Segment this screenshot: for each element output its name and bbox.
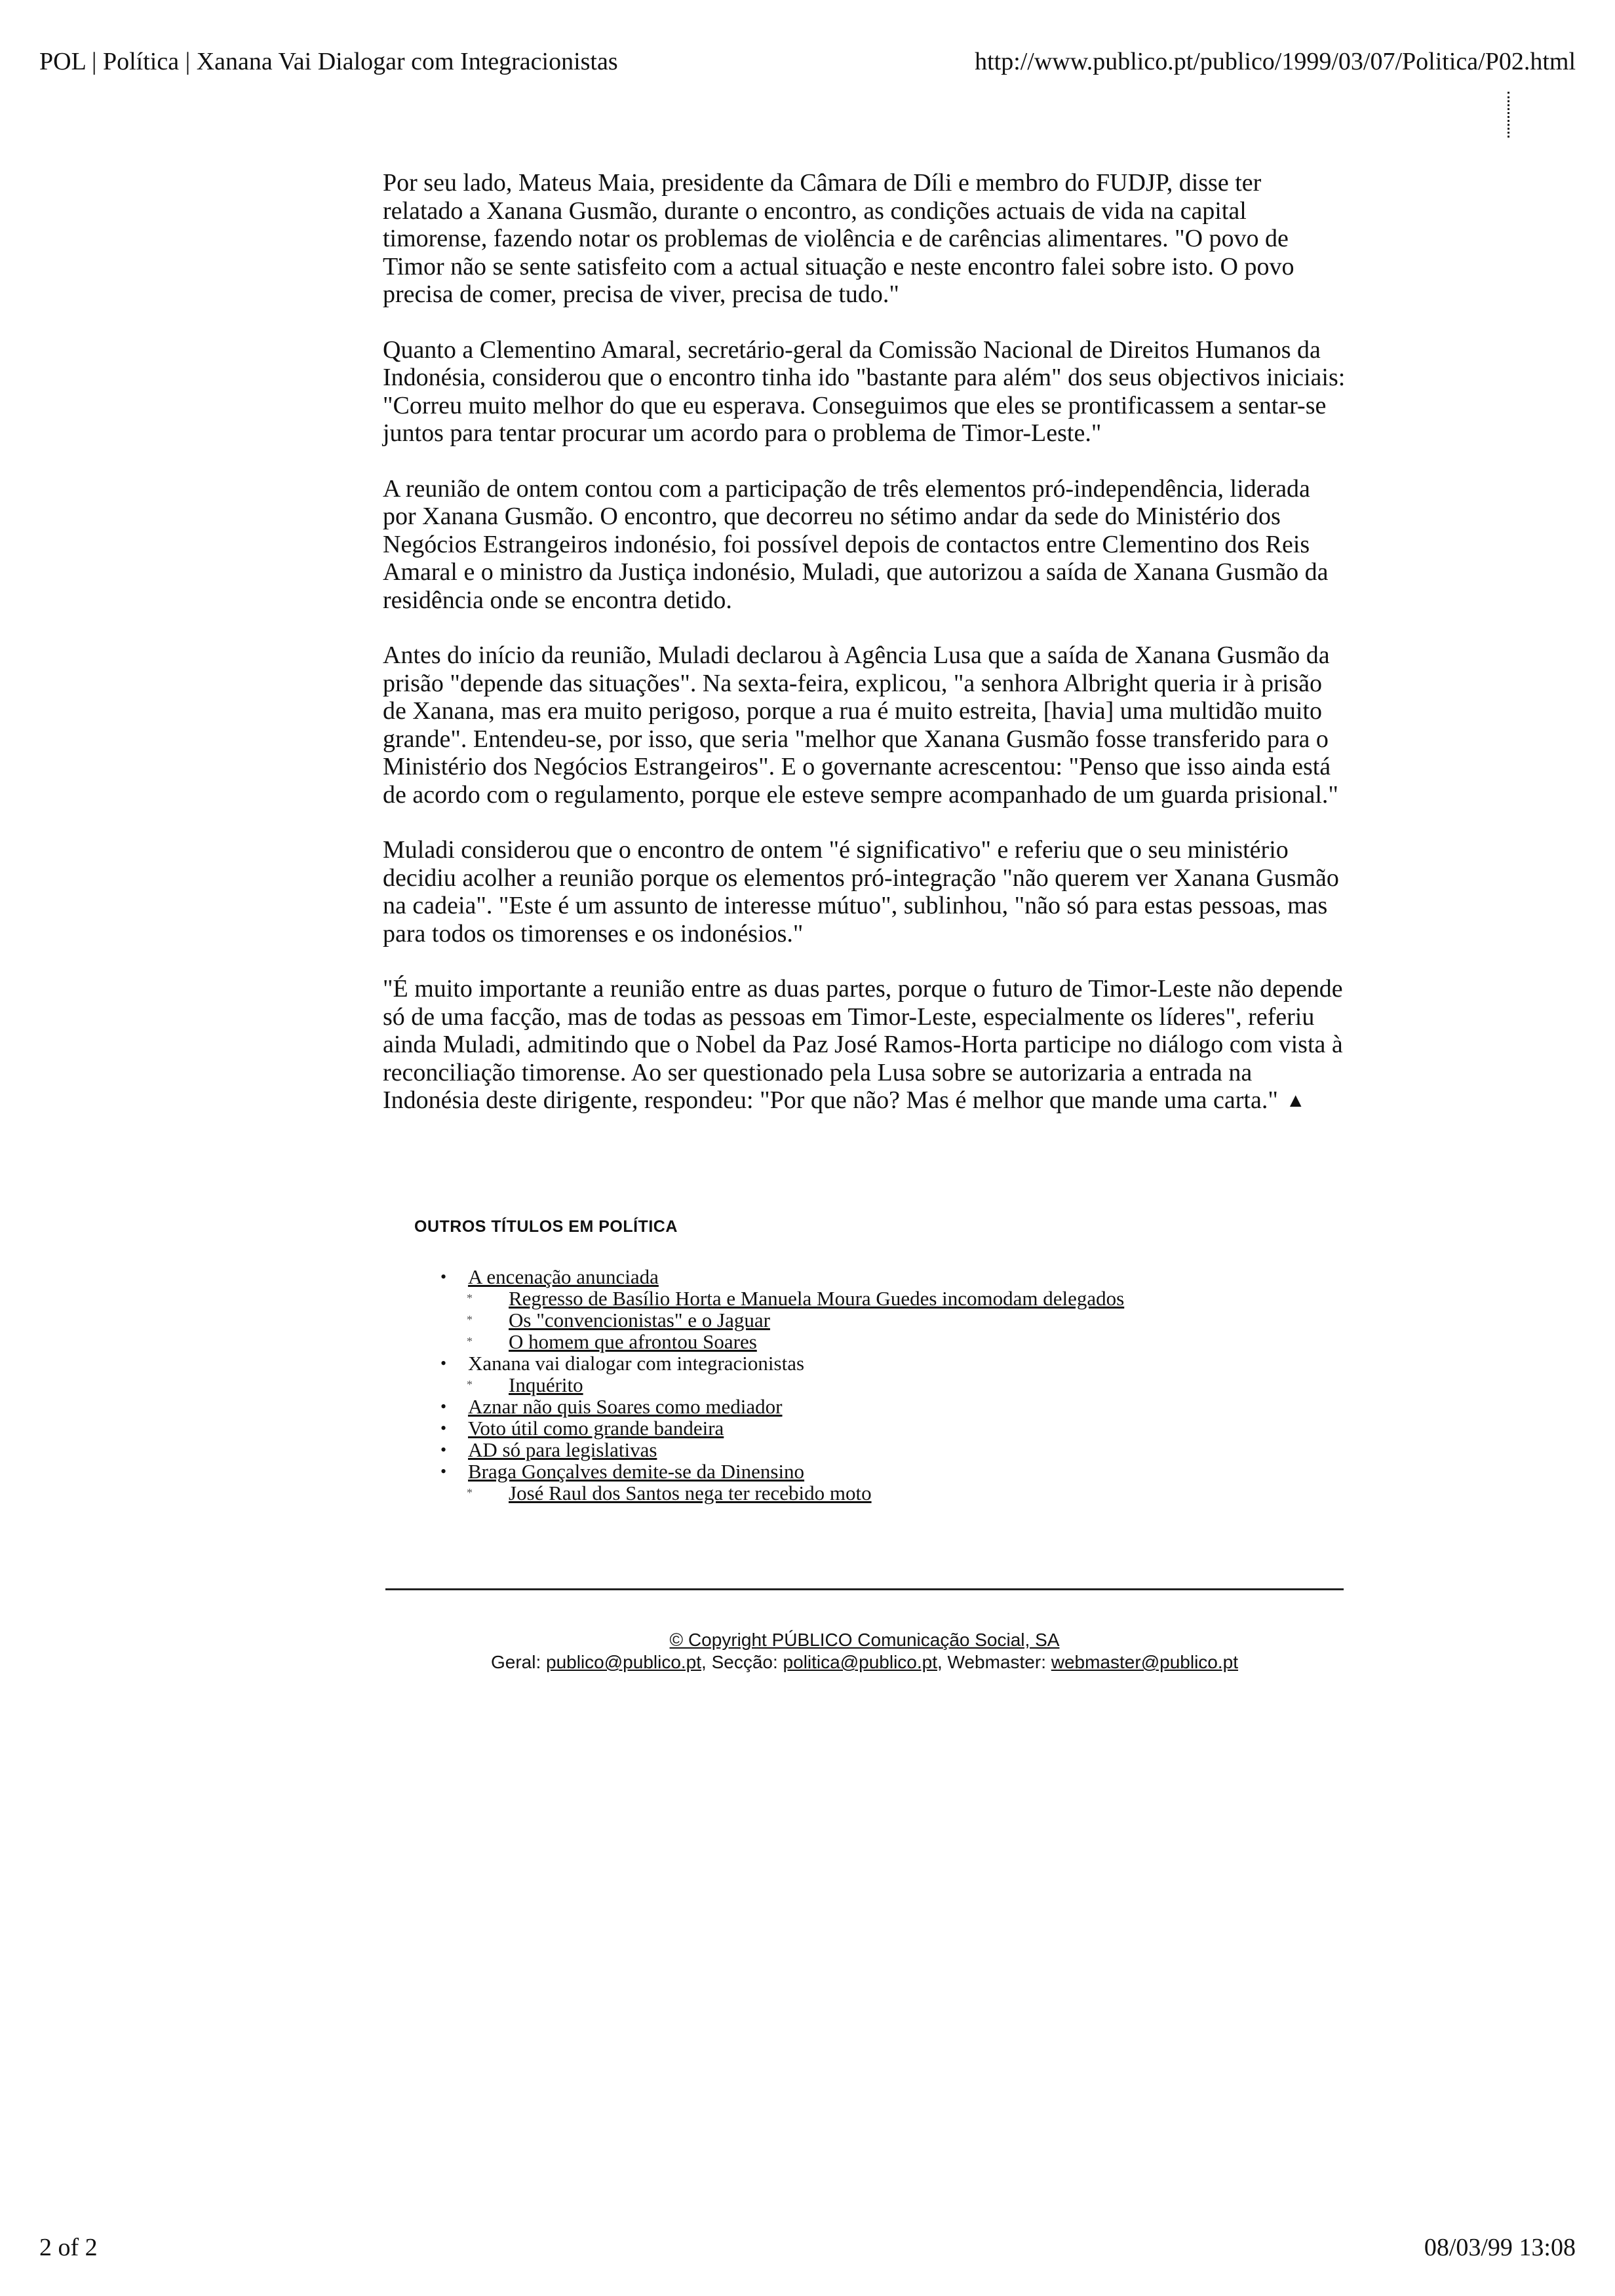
webmaster-email-link[interactable]: webmaster@publico.pt bbox=[1051, 1652, 1238, 1672]
bullet-icon: • bbox=[440, 1267, 447, 1286]
sub-bullet-icon: * bbox=[467, 1486, 473, 1499]
article-paragraph: Por seu lado, Mateus Maia, presidente da Câmara de Díli e membro do FUDJP, disse ter relatado a Xanana Gusmão, durante o encontro, as condições actuais de vida na capital timorense, fazendo notar os problemas de violência e de carências alimentares. "O povo de Timor não se sente satisfeito com a actual situação e neste encontro falei sobre isto. O povo precisa de comer, precisa de viver, precisa de tudo." bbox=[383, 169, 1294, 308]
bullet-icon: • bbox=[440, 1440, 447, 1459]
geral-label: Geral: bbox=[490, 1652, 547, 1672]
related-titles-list bbox=[414, 1266, 1332, 1504]
bullet-icon: • bbox=[440, 1397, 447, 1416]
article-paragraph: Antes do início da reunião, Muladi declarou à Agência Lusa que a saída de Xanana Gusmão da prisão "depende das situações". Na sexta-feira, explicou, "a senhora Albright queria ir à prisão de Xanana, mas era muito perigoso, porque a rua é muito estreita, [havia] uma multidão muito grande". Entendeu-se, por isso, que seria "melhor que Xanana Gusmão fosse transferido para o Ministério dos Negócios Estrangeiros". E o governante acrescentou: "Penso que isso ainda está de acordo com o regulamento, porque ele esteve sempre acompanhado de um guarda prisional." bbox=[383, 641, 1338, 809]
sub-bullet-icon: * bbox=[467, 1335, 473, 1348]
webmaster-label: , Webmaster: bbox=[937, 1652, 1051, 1672]
sub-bullet-icon: * bbox=[467, 1313, 473, 1326]
related-link[interactable]: Regresso de Basílio Horta e Manuela Moura Guedes incomodam delegados bbox=[509, 1287, 1125, 1310]
print-footer bbox=[39, 2228, 1576, 2267]
print-margin-mark bbox=[1508, 92, 1512, 138]
related-subitem[interactable] bbox=[414, 1331, 1332, 1352]
print-datetime: 08/03/99 13:08 bbox=[1424, 2234, 1576, 2261]
related-link[interactable]: Os "convencionistas" e o Jaguar bbox=[509, 1309, 770, 1331]
article-paragraph: Muladi considerou que o encontro de ontem "é significativo" e referiu que o seu ministério decidiu acolher a reunião porque os elementos pró-integração "não querem ver Xanana Gusmão na cadeia". "Este é um assunto de interesse mútuo", sublinhou, "não só para estas pessoas, mas para todos os timorenses e os indonésios." bbox=[383, 836, 1339, 947]
site-footer bbox=[385, 1629, 1344, 1674]
page-number: 2 of 2 bbox=[39, 2234, 98, 2261]
related-item[interactable] bbox=[414, 1417, 1332, 1439]
related-item[interactable] bbox=[414, 1461, 1332, 1482]
related-current-title: Xanana vai dialogar com integracionistas bbox=[468, 1352, 805, 1375]
sub-bullet-icon: * bbox=[467, 1292, 473, 1305]
bullet-icon: • bbox=[440, 1462, 447, 1481]
related-titles bbox=[414, 1217, 1332, 1504]
related-subitem[interactable] bbox=[414, 1374, 1332, 1396]
related-link[interactable]: Inquérito bbox=[509, 1373, 583, 1396]
related-link[interactable]: A encenação anunciada bbox=[468, 1265, 659, 1288]
related-item[interactable] bbox=[414, 1396, 1332, 1417]
related-link[interactable]: José Raul dos Santos nega ter recebido moto bbox=[509, 1482, 872, 1504]
related-item bbox=[414, 1352, 1332, 1374]
related-subitem[interactable] bbox=[414, 1288, 1332, 1309]
related-link[interactable]: Aznar não quis Soares como mediador bbox=[468, 1395, 783, 1418]
print-page-title: POL | Política | Xanana Vai Dialogar com Integracionistas bbox=[39, 48, 618, 75]
seccao-label: , Secção: bbox=[701, 1652, 783, 1672]
footer-divider bbox=[385, 1588, 1344, 1590]
bullet-icon: • bbox=[440, 1419, 447, 1438]
related-link[interactable]: Voto útil como grande bandeira bbox=[468, 1417, 724, 1440]
article-body bbox=[383, 169, 1346, 1143]
copyright-link[interactable]: © Copyright PÚBLICO Comunicação Social, SA bbox=[669, 1630, 1060, 1650]
article-paragraph: Quanto a Clementino Amaral, secretário-geral da Comissão Nacional de Direitos Humanos da Indonésia, considerou que o encontro tinha ido "bastante para além" dos seus objectivos iniciais: "Correu muito melhor do que eu esperava. Conseguimos que eles se prontificassem a sentar-se juntos para tentar procurar um acordo para o problema de Timor-Leste." bbox=[383, 335, 1346, 447]
triangle-up-icon[interactable]: ▲ bbox=[1285, 1090, 1306, 1111]
print-header bbox=[39, 42, 1576, 81]
related-link[interactable]: O homem que afrontou Soares bbox=[509, 1330, 757, 1353]
geral-email-link[interactable]: publico@publico.pt bbox=[546, 1652, 702, 1672]
related-item[interactable] bbox=[414, 1266, 1332, 1288]
related-subitem[interactable] bbox=[414, 1482, 1332, 1504]
related-titles-heading: OUTROS TÍTULOS EM POLÍTICA bbox=[414, 1217, 678, 1236]
article-paragraph: A reunião de ontem contou com a participação de três elementos pró-independência, liderada por Xanana Gusmão. O encontro, que decorreu no sétimo andar da sede do Ministério dos Negócios Estrangeiros indonésio, foi possível depois de contactos entre Clementino dos Reis Amaral e o ministro da Justiça indonésio, Muladi, que autorizou a saída de Xanana Gusmão da residência onde se encontra detido. bbox=[383, 474, 1329, 614]
article-paragraph-last bbox=[383, 975, 1346, 1115]
sub-bullet-icon: * bbox=[467, 1378, 473, 1391]
print-page-url: http://www.publico.pt/publico/1999/03/07/Politica/P02.html bbox=[975, 48, 1576, 75]
seccao-email-link[interactable]: politica@publico.pt bbox=[783, 1652, 937, 1672]
related-subitem[interactable] bbox=[414, 1309, 1332, 1331]
related-link[interactable]: AD só para legislativas bbox=[468, 1438, 657, 1461]
bullet-icon: • bbox=[440, 1354, 447, 1373]
article-paragraph-text: "É muito importante a reunião entre as duas partes, porque o futuro de Timor-Leste não depende só de uma facção, mas de todas as pessoas em Timor-Leste, especialmente os líderes", referiu ainda Muladi, admitindo que o Nobel da Paz José Ramos-Horta participe no diálogo com vista à reconciliação timorense. Ao ser questionado pela Lusa sobre se autorizaria a entrada na Indonésia deste dirigente, respondeu: "Por que não? Mas é melhor que mande uma carta." bbox=[383, 975, 1343, 1114]
related-item[interactable] bbox=[414, 1439, 1332, 1461]
related-link[interactable]: Braga Gonçalves demite-se da Dinensino bbox=[468, 1460, 805, 1483]
